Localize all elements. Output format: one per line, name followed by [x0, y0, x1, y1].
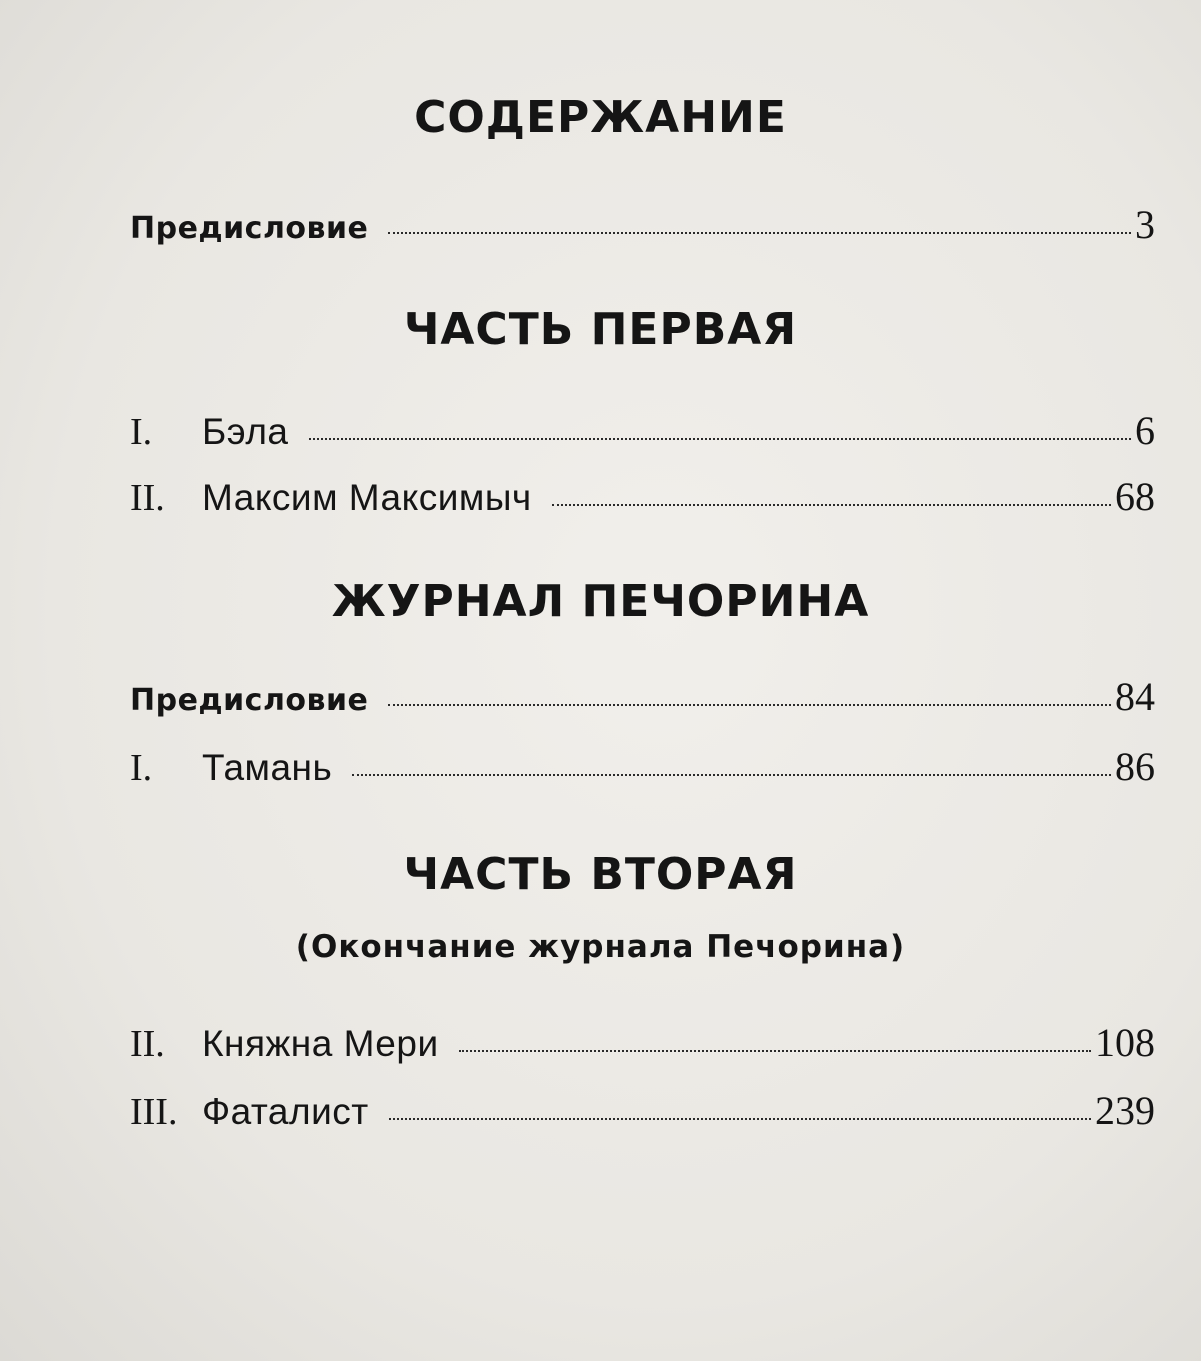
toc-entry-page: 239: [1095, 1088, 1155, 1133]
toc-title: СОДЕРЖАНИЕ: [414, 92, 787, 143]
toc-entry-number: III.: [130, 1091, 178, 1133]
journal-heading: ЖУРНАЛ ПЕЧОРИНА: [331, 576, 870, 627]
part-one-heading: ЧАСТЬ ПЕРВАЯ: [403, 304, 798, 355]
toc-entry-page: 84: [1115, 674, 1155, 719]
toc-entry-title: Княжна Мери: [202, 1023, 439, 1064]
toc-entry-fatalist: [130, 1086, 1155, 1136]
part-two-subheading: (Окончание журнала Печорина): [295, 929, 906, 965]
dot-leader: [388, 704, 1111, 706]
toc-entry-number: II.: [130, 1023, 165, 1065]
toc-entry-title: Бэла: [202, 411, 289, 452]
toc-entry-number: I.: [130, 747, 153, 789]
toc-entry-taman: [130, 742, 1155, 792]
dot-leader: [352, 774, 1111, 776]
dot-leader: [552, 504, 1111, 506]
toc-entry-page: 3: [1135, 202, 1155, 247]
toc-entry-title: Фаталист: [202, 1091, 369, 1132]
toc-entry-title: Тамань: [202, 747, 333, 788]
dot-leader: [309, 438, 1131, 440]
part-two-heading: ЧАСТЬ ВТОРАЯ: [403, 849, 798, 900]
toc-entry-number: II.: [130, 477, 165, 519]
toc-entry-maksim-maksimych: [130, 472, 1155, 522]
toc-entry-preface: [130, 200, 1155, 250]
toc-entry-title: Предисловие: [130, 683, 369, 718]
toc-entry-page: 6: [1135, 408, 1155, 453]
toc-entry-title: Максим Максимыч: [202, 477, 532, 518]
toc-entry-bela: [130, 406, 1155, 456]
toc-entry-number: I.: [130, 411, 153, 453]
toc-entry-page: 86: [1115, 744, 1155, 789]
toc-entry-journal-preface: [130, 672, 1155, 722]
toc-entry-title: Предисловие: [130, 211, 369, 246]
dot-leader: [388, 232, 1131, 234]
toc-entry-page: 108: [1095, 1020, 1155, 1065]
toc-entry-knyazhna-meri: [130, 1018, 1155, 1068]
dot-leader: [459, 1050, 1091, 1052]
toc-entry-page: 68: [1115, 474, 1155, 519]
dot-leader: [389, 1118, 1091, 1120]
